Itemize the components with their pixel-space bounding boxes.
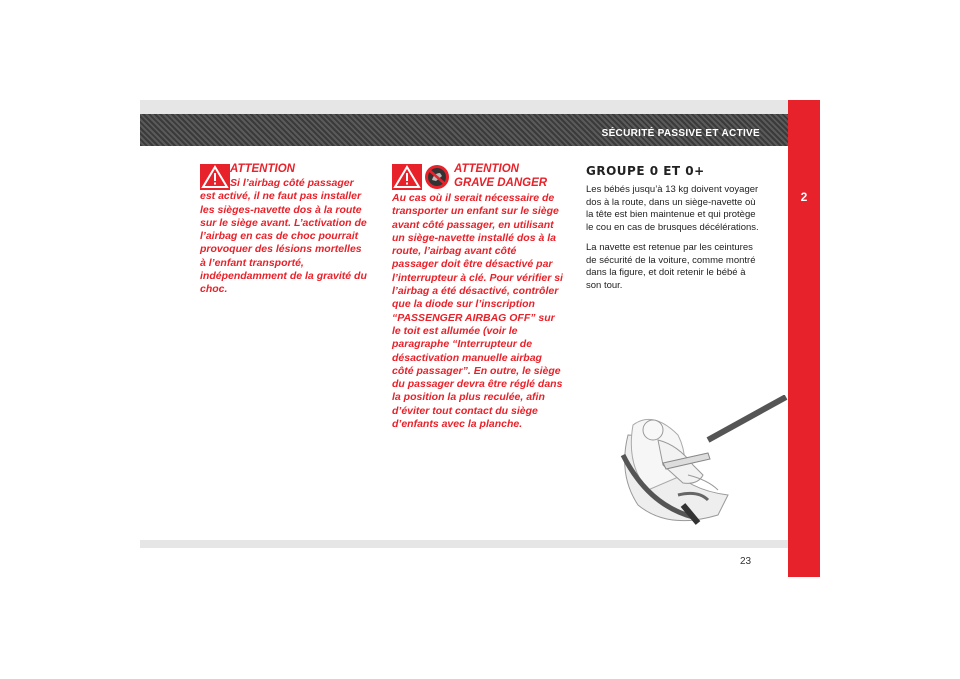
- bottom-band: [140, 540, 788, 548]
- header-title: SÉCURITÉ PASSIVE ET ACTIVE: [601, 128, 760, 139]
- section-title: GROUPE 0 ET 0+: [586, 164, 705, 178]
- top-band: [140, 100, 788, 114]
- section-paragraph-2: La navette est retenue par les ceintures de sécurité de la voiture, comme montré dans la figure, et doit retenir le bébé à son tour.: [586, 242, 756, 291]
- infant-car-seat-illustration: [608, 395, 788, 535]
- warning-middle-title-2: GRAVE DANGER: [454, 177, 548, 189]
- warning-left-text: Si l’airbag côté passager est activé, il ne faut pas installer les sièges-navette dos à la route sur le siège avant. L’activation de l’airbag en cas de choc pourrait provoquer des lésions mortelles à l’enfant transporté, indépendamment de la gravité du choc.: [200, 177, 367, 296]
- header-bar: [140, 114, 788, 146]
- no-rear-facing-seat-icon: [424, 164, 450, 190]
- warning-triangle-icon: [392, 164, 422, 190]
- chapter-tab[interactable]: [788, 100, 820, 577]
- warning-left-title: ATTENTION: [230, 163, 295, 175]
- chapter-number: 2: [800, 190, 808, 204]
- section-paragraph-1: Les bébés jusqu’à 13 kg doivent voyager dos à la route, dans un siège-navette où la tête est bien maintenue et qui protège le cou en cas de brusques décélérations.: [586, 184, 759, 233]
- warning-middle-text: Au cas où il serait nécessaire de transporter un enfant sur le siège avant côté passager, en utilisant un siège-navette installé dos à la route, l’airbag avant côté passager doit être désactivé par l’interrupteur à clé. Pour vérifier si l’airbag a été désactivé, contrôler que la diode sur l’inscription “PASSENGER AIRBAG OFF” sur le toit est allumée (voir le paragraphe “Interrupteur de désactivation manuelle airbag côté passager”. En outre, le siège du passager devra être réglé dans la position la plus reculée, afin d’éviter tout contact du siège d’enfants avec la planche.: [392, 192, 563, 431]
- warning-middle-title-1: ATTENTION: [454, 163, 519, 175]
- page-number: 23: [740, 556, 752, 567]
